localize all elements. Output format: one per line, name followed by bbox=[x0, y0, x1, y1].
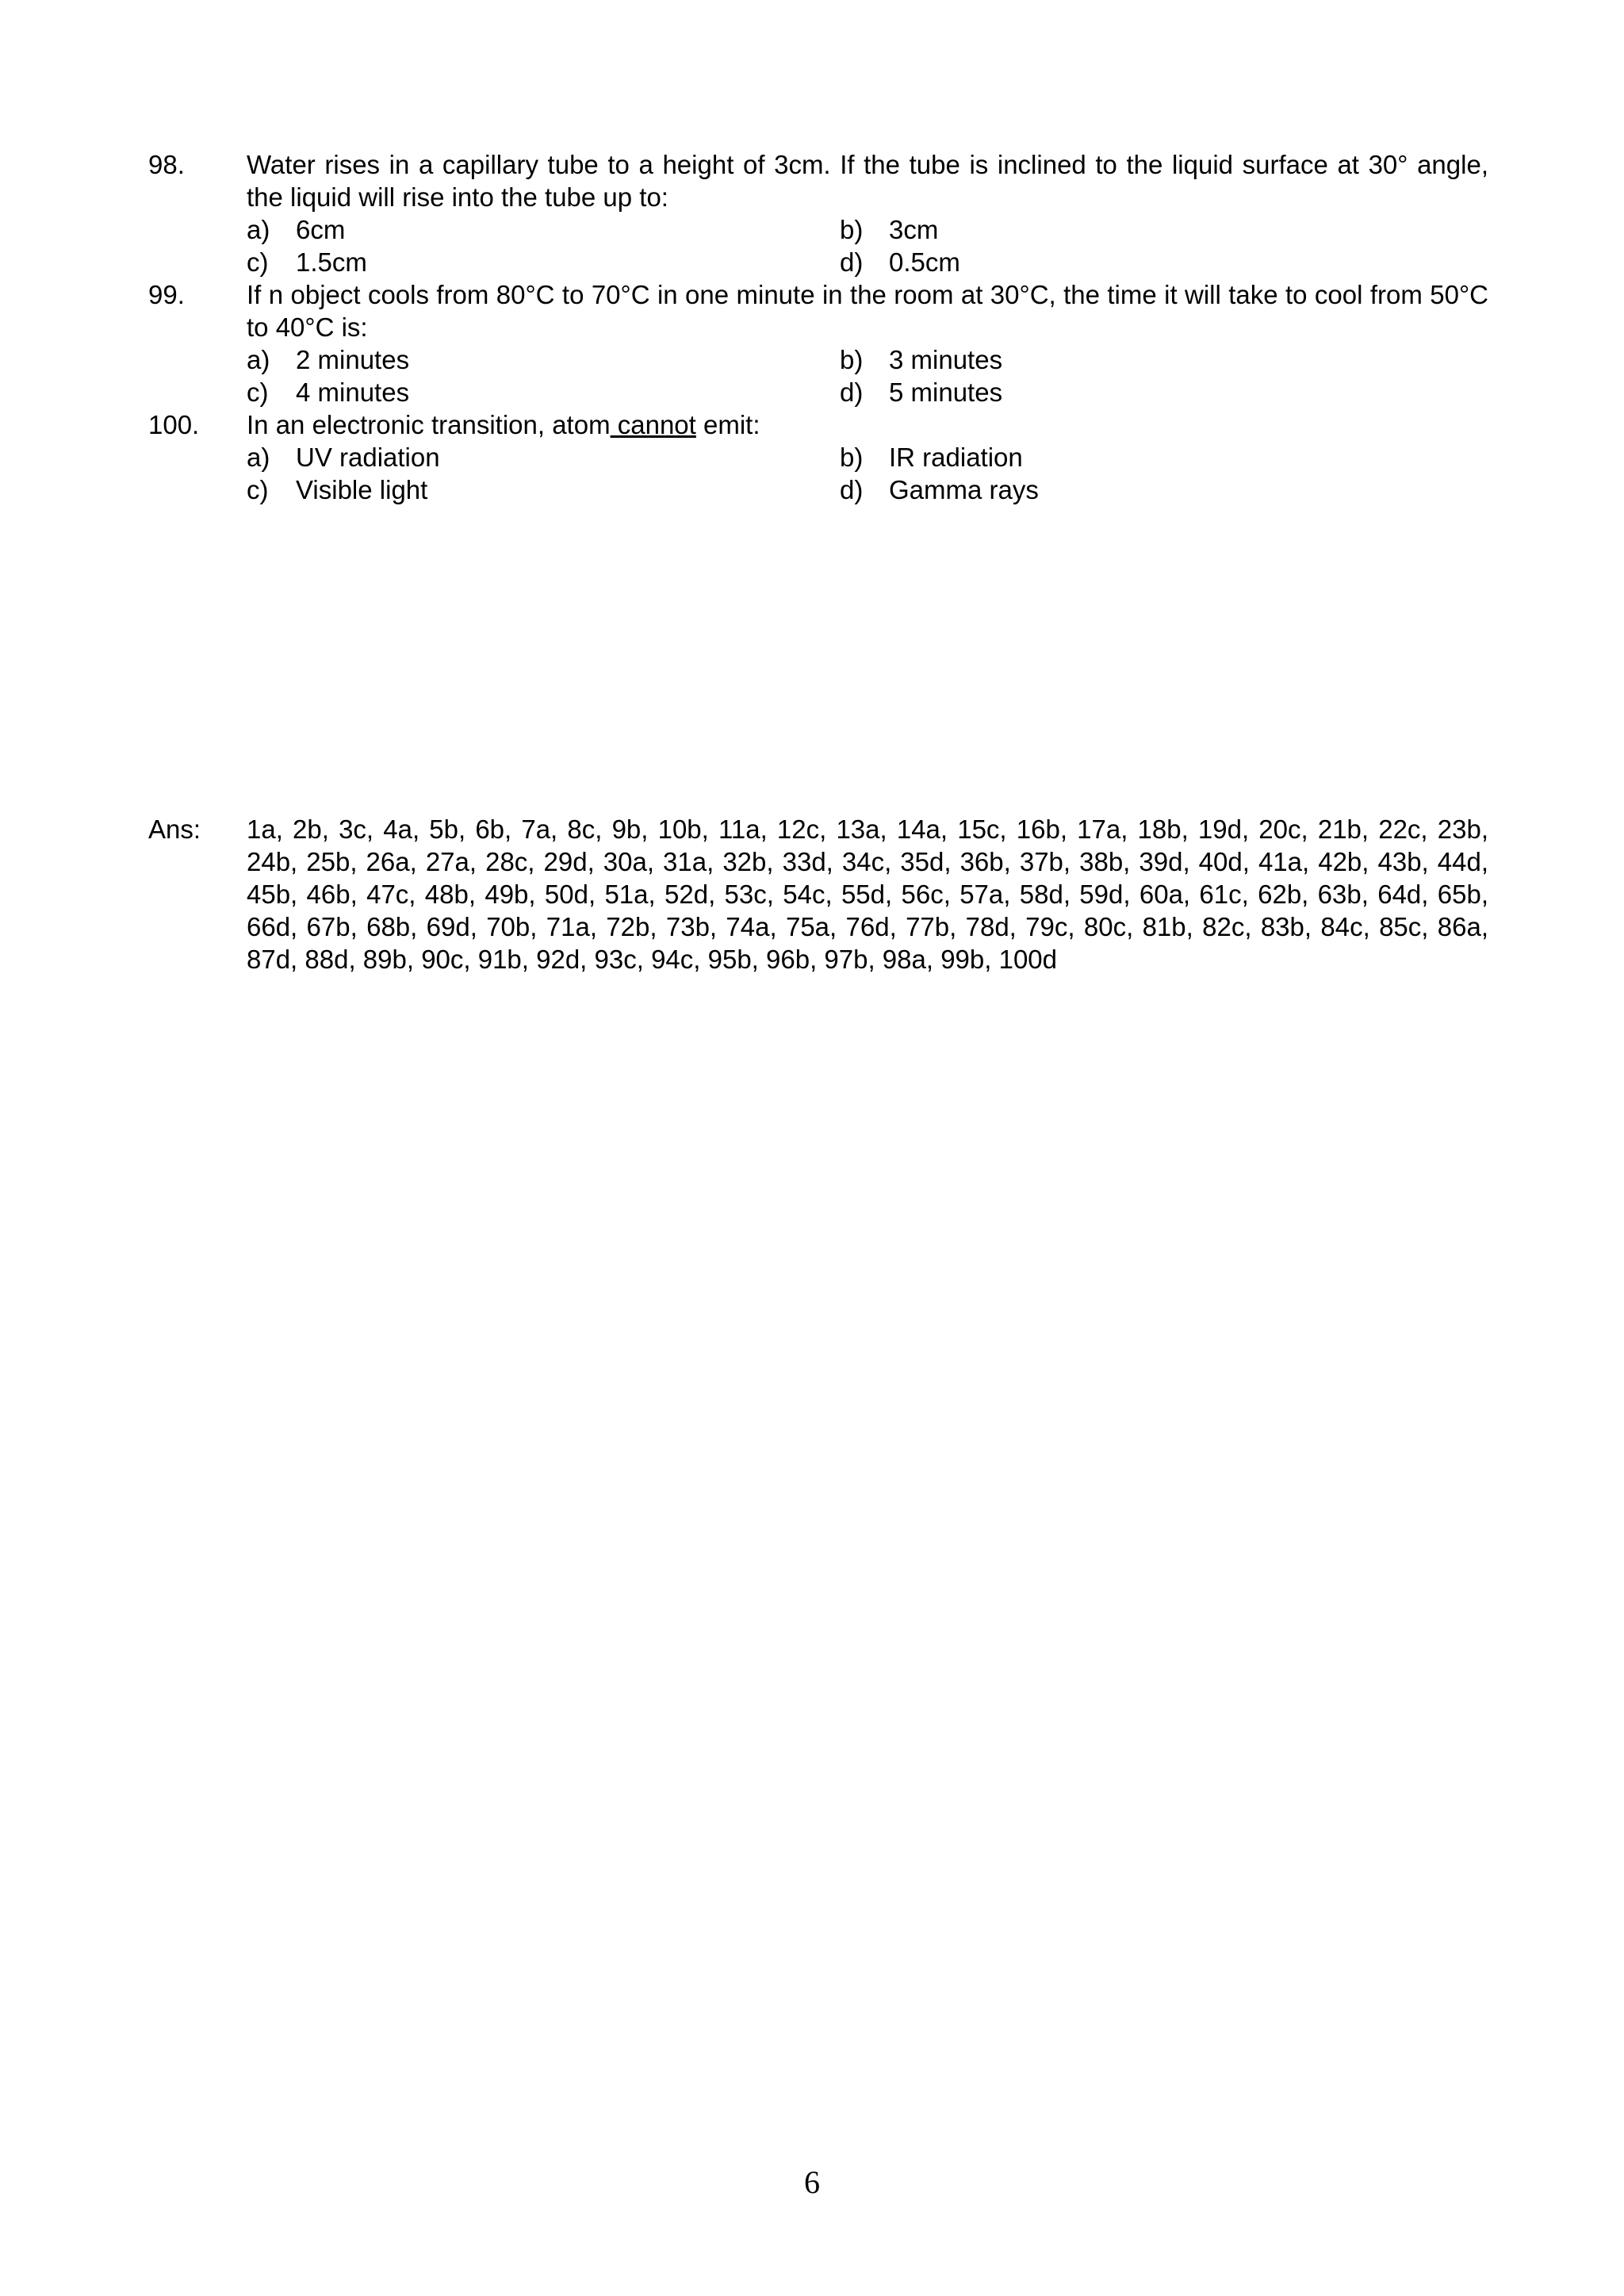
question-99 bbox=[148, 278, 1488, 408]
question-text: In an electronic transition, atom cannot emit: bbox=[247, 410, 760, 439]
option-c: c) 4 minutes bbox=[247, 378, 410, 407]
question-text: If n object cools from 80°C to 70°C in one minute in the room at 30°C, the time it will take to cool from 50°C to 40°C is: bbox=[247, 280, 1488, 342]
option-b: b) 3cm bbox=[840, 215, 939, 244]
option-d: d) Gamma rays bbox=[840, 475, 1039, 504]
option-a: a) 2 minutes bbox=[247, 345, 410, 374]
page-number: 6 bbox=[804, 2164, 820, 2200]
answer-key bbox=[148, 813, 1488, 976]
answer-label: Ans: bbox=[148, 815, 201, 844]
question-100 bbox=[148, 408, 1488, 506]
option-b: b) IR radiation bbox=[840, 443, 1023, 472]
option-a: a) UV radiation bbox=[247, 443, 440, 472]
option-d: d) 0.5cm bbox=[840, 247, 960, 277]
option-c: c) 1.5cm bbox=[247, 247, 367, 277]
question-text: Water rises in a capillary tube to a height of 3cm. If the tube is inclined to the liquid surface at 30° angle, the liquid will rise into the tube up to: bbox=[247, 150, 1488, 212]
option-d: d) 5 minutes bbox=[840, 378, 1003, 407]
options bbox=[247, 441, 1488, 506]
options bbox=[247, 213, 1488, 278]
underlined-word: cannot bbox=[610, 410, 696, 439]
options bbox=[247, 343, 1488, 408]
question-98 bbox=[148, 148, 1488, 278]
question-number: 100. bbox=[148, 410, 200, 439]
option-a: a) 6cm bbox=[247, 215, 346, 244]
question-number: 98. bbox=[148, 150, 185, 179]
question-number: 99. bbox=[148, 280, 185, 309]
answer-list: 1a, 2b, 3c, 4a, 5b, 6b, 7a, 8c, 9b, 10b, 11a, 12c, 13a, 14a, 15c, 16b, 17a, 18b, 19d, 20c, 21b, 22c, 23b, 24b, 25b, 26a, 27a, 28c, 29d, 30a, 31a, 32b, 33d, 34c, 35d, 36b, 37b, 38b, 39d, 40d, 41a, 42b, 43b, 44d, 45b, 46b, 47c, 48b, 49b, 50d, 51a, 52d, 53c, 54c, 55d, 56c, 57a, 58d, 59d, 60a, 61c, 62b, 63b, 64d, 65b, 66d, 67b, 68b, 69d, 70b, 71a, 72b, 73b, 74a, 75a, 76d, 77b, 78d, 79c, 80c, 81b, 82c, 83b, 84c, 85c, 86a, 87d, 88d, 89b, 90c, 91b, 92d, 93c, 94c, 95b, 96b, 97b, 98a, 99b, 100d bbox=[247, 815, 1488, 974]
option-c: c) Visible light bbox=[247, 475, 428, 504]
option-b: b) 3 minutes bbox=[840, 345, 1003, 374]
